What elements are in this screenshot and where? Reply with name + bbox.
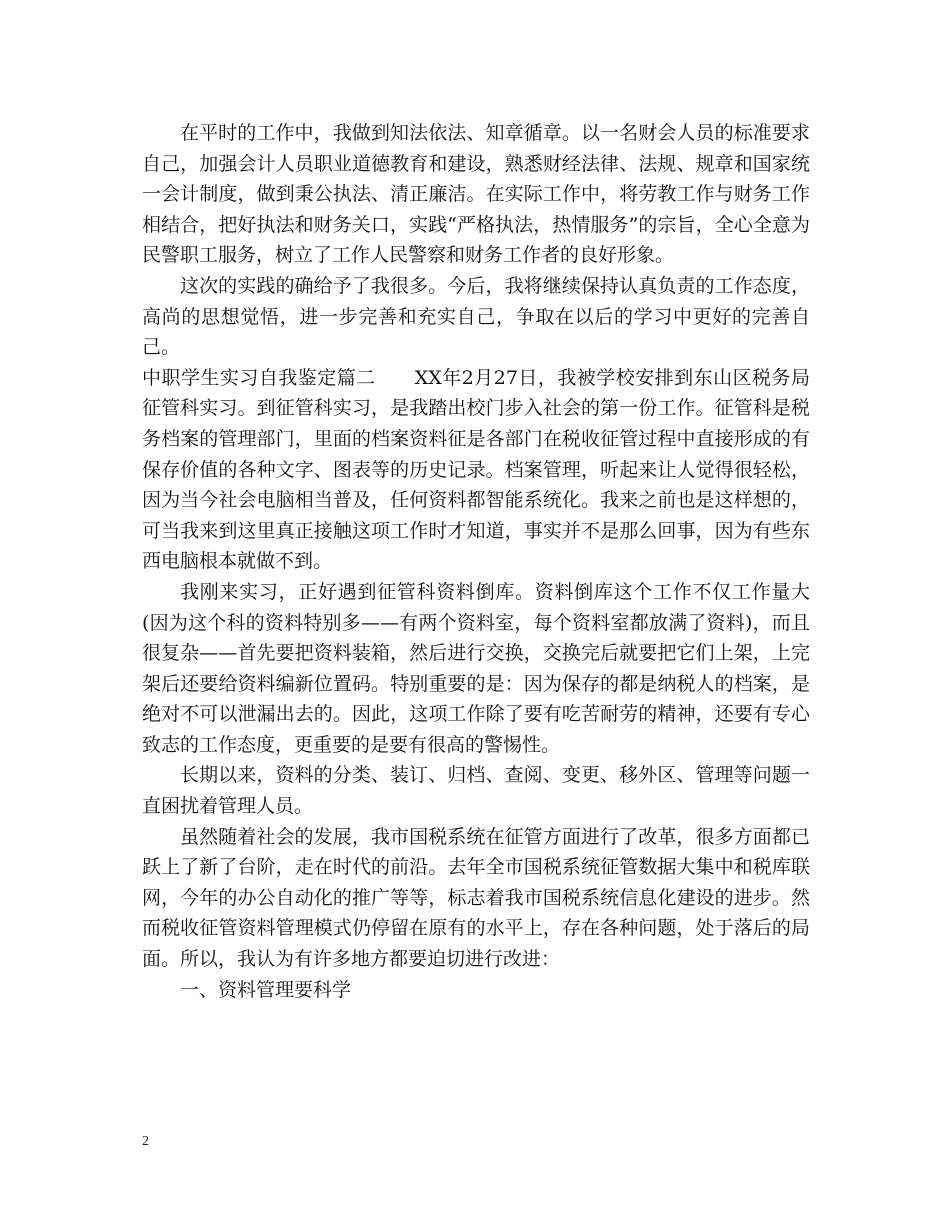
paragraph-4: 我刚来实习，正好遇到征管科资料倒库。资料倒库这个工作不仅工作量大(因为这个科的资料特别多——有两个资料室，每个资料室都放满了资料)，而且很复杂——首先要把资料装箱，然后进行交换，交换完后就要把它们上架，上完架后还要给资料编新位置码。特别重要的是：因为保存的都是纳税人的档案，是绝对不可以泄漏出去的。因此，这项工作除了要有吃苦耐劳的精神，还要有专心致志的工作态度，更重要的是要有很高的警惕性。 xyxy=(142,580,810,756)
section-paragraph xyxy=(142,363,810,577)
page-number: 2 xyxy=(142,1134,149,1149)
paragraph-5: 长期以来，资料的分类、装订、归档、查阅、变更、移外区、管理等问题一直困扰着管理人员。 xyxy=(142,764,810,818)
paragraph-2: 这次的实践的确给予了我很多。今后，我将继续保持认真负责的工作态度，高尚的思想觉悟，进一步完善和充实自己，争取在以后的学习中更好的完善自己。 xyxy=(142,274,810,359)
document-body xyxy=(142,118,810,1005)
section-first-paragraph: XX年2月27日，我被学校安排到东山区税务局征管科实习。到征管科实习，是我踏出校门步入社会的第一份工作。征管科是税务档案的管理部门，里面的档案资料征是各部门在税收征管过程中直接形成的有保存价值的各种文字、图表等的历史记录。档案管理，听起来让人觉得很轻松，因为当今社会电脑相当普及，任何资料都智能系统化。我来之前也是这样想的，可当我来到这里真正接触这项工作时才知道，事实并不是那么回事，因为有些东西电脑根本就做不到。 xyxy=(142,366,810,573)
paragraph-1: 在平时的工作中，我做到知法依法、知章循章。以一名财会人员的标准要求自己，加强会计人员职业道德教育和建设，熟悉财经法律、法规、规章和国家统一会计制度，做到秉公执法、清正廉洁。在实际工作中，将劳教工作与财务工作相结合，把好执法和财务关口，实践“严格执法，热情服务”的宗旨，全心全意为民警职工服务，树立了工作人民警察和财务工作者的良好形象。 xyxy=(142,122,810,267)
section-heading: 中职学生实习自我鉴定篇二 xyxy=(142,366,376,389)
subheading-1: 一、资料管理要科学 xyxy=(180,978,352,1001)
paragraph-6: 虽然随着社会的发展，我市国税系统在征管方面进行了改革，很多方面都已跃上了新了台阶，走在时代的前沿。去年全市国税系统征管数据大集中和税库联网，今年的办公自动化的推广等等，标志着我市国税系统信息化建设的进步。然而税收征管资料管理模式仍停留在原有的水平上，存在各种问题，处于落后的局面。所以，我认为有许多地方都要迫切进行改进： xyxy=(142,825,810,971)
